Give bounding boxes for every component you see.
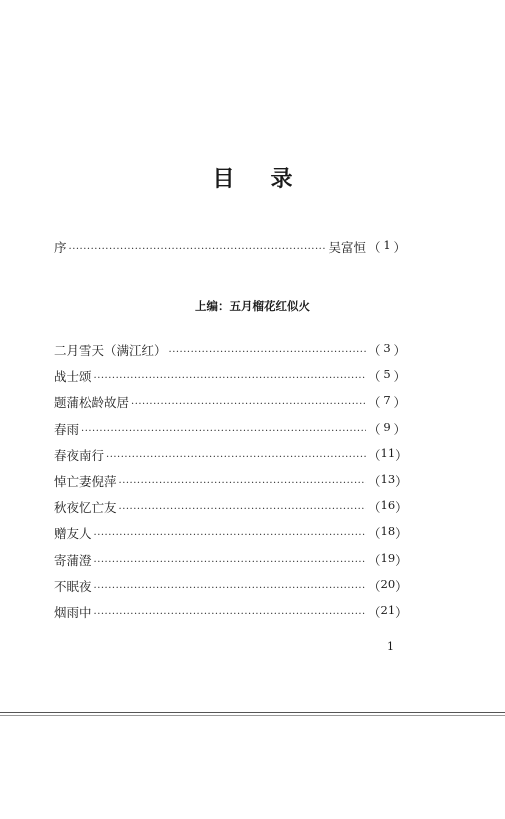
page-number: 1 bbox=[387, 640, 394, 653]
toc-entry-title: 秋夜忆亡友 bbox=[54, 500, 117, 516]
toc-entry bbox=[54, 577, 406, 593]
toc-entry-page: （ 7 ） bbox=[368, 393, 406, 411]
toc-entry bbox=[54, 472, 406, 488]
toc-entry-title: 春夜南行 bbox=[54, 447, 105, 463]
toc-leader-dots bbox=[94, 557, 366, 568]
toc-entry bbox=[54, 446, 406, 462]
toc-entry-page: （ 11 ） bbox=[368, 445, 408, 463]
toc-entry-page: （ 16 ） bbox=[368, 498, 408, 516]
toc-leader-dots bbox=[169, 347, 366, 358]
toc-entry bbox=[54, 367, 406, 383]
scan-edge-line bbox=[0, 712, 505, 713]
toc-entry-page: （ 21 ） bbox=[368, 603, 408, 620]
toc-leader-dots bbox=[94, 583, 366, 594]
toc-entry-title: 悼亡妻倪萍 bbox=[54, 474, 117, 489]
toc-entry-title: 题蒲松龄故居 bbox=[54, 395, 130, 411]
toc-entry bbox=[54, 524, 406, 540]
toc-entry-title: 春雨 bbox=[54, 421, 80, 437]
toc-leader-dots bbox=[119, 504, 366, 515]
toc-entry-title: 赠友人 bbox=[54, 526, 92, 542]
toc-entry-title: 二月雪天（满江红） bbox=[54, 343, 167, 358]
toc-leader-dots bbox=[94, 609, 366, 620]
toc-leader-dots bbox=[119, 478, 366, 489]
scan-edge-line bbox=[0, 715, 505, 716]
toc-entry-title: 不眠夜 bbox=[54, 578, 92, 594]
toc-entry-page: （ 9 ） bbox=[368, 419, 406, 437]
toc-entry-author: 吴富恒 bbox=[328, 240, 366, 255]
toc-leader-dots bbox=[94, 530, 366, 541]
toc-entry bbox=[54, 551, 406, 567]
toc-entry bbox=[54, 603, 406, 619]
toc-leader-dots bbox=[69, 244, 327, 255]
toc-entry bbox=[54, 393, 406, 409]
toc-entry-page: （ 3 ） bbox=[368, 341, 406, 358]
toc-leader-dots bbox=[131, 399, 366, 410]
section-heading: 上编：五月榴花红似火 bbox=[195, 299, 310, 313]
toc-entry bbox=[54, 420, 406, 436]
toc-leader-dots bbox=[106, 452, 366, 463]
toc-entry-title: 战士颂 bbox=[54, 369, 92, 385]
page-title: 目录 bbox=[212, 166, 329, 192]
toc-entry-page: （ 19 ） bbox=[368, 550, 408, 568]
toc-leader-dots bbox=[81, 426, 366, 437]
toc-leader-dots bbox=[94, 373, 366, 384]
toc-entry-title: 寄蒲澄 bbox=[54, 552, 92, 568]
toc-entry-page: （ 5 ） bbox=[368, 367, 406, 385]
toc-entry-title: 烟雨中 bbox=[54, 605, 92, 620]
toc-entry bbox=[54, 498, 406, 514]
toc-entry-page: （ 18 ） bbox=[368, 524, 408, 542]
toc-preface-line bbox=[54, 238, 406, 254]
toc-entry-page: （ 1 ） bbox=[368, 238, 406, 255]
toc-entry-page: （ 20 ） bbox=[368, 576, 408, 594]
toc-entry-title: 序 bbox=[54, 240, 67, 255]
toc-entry bbox=[54, 341, 406, 357]
toc-entry-page: （ 13 ） bbox=[368, 472, 408, 489]
